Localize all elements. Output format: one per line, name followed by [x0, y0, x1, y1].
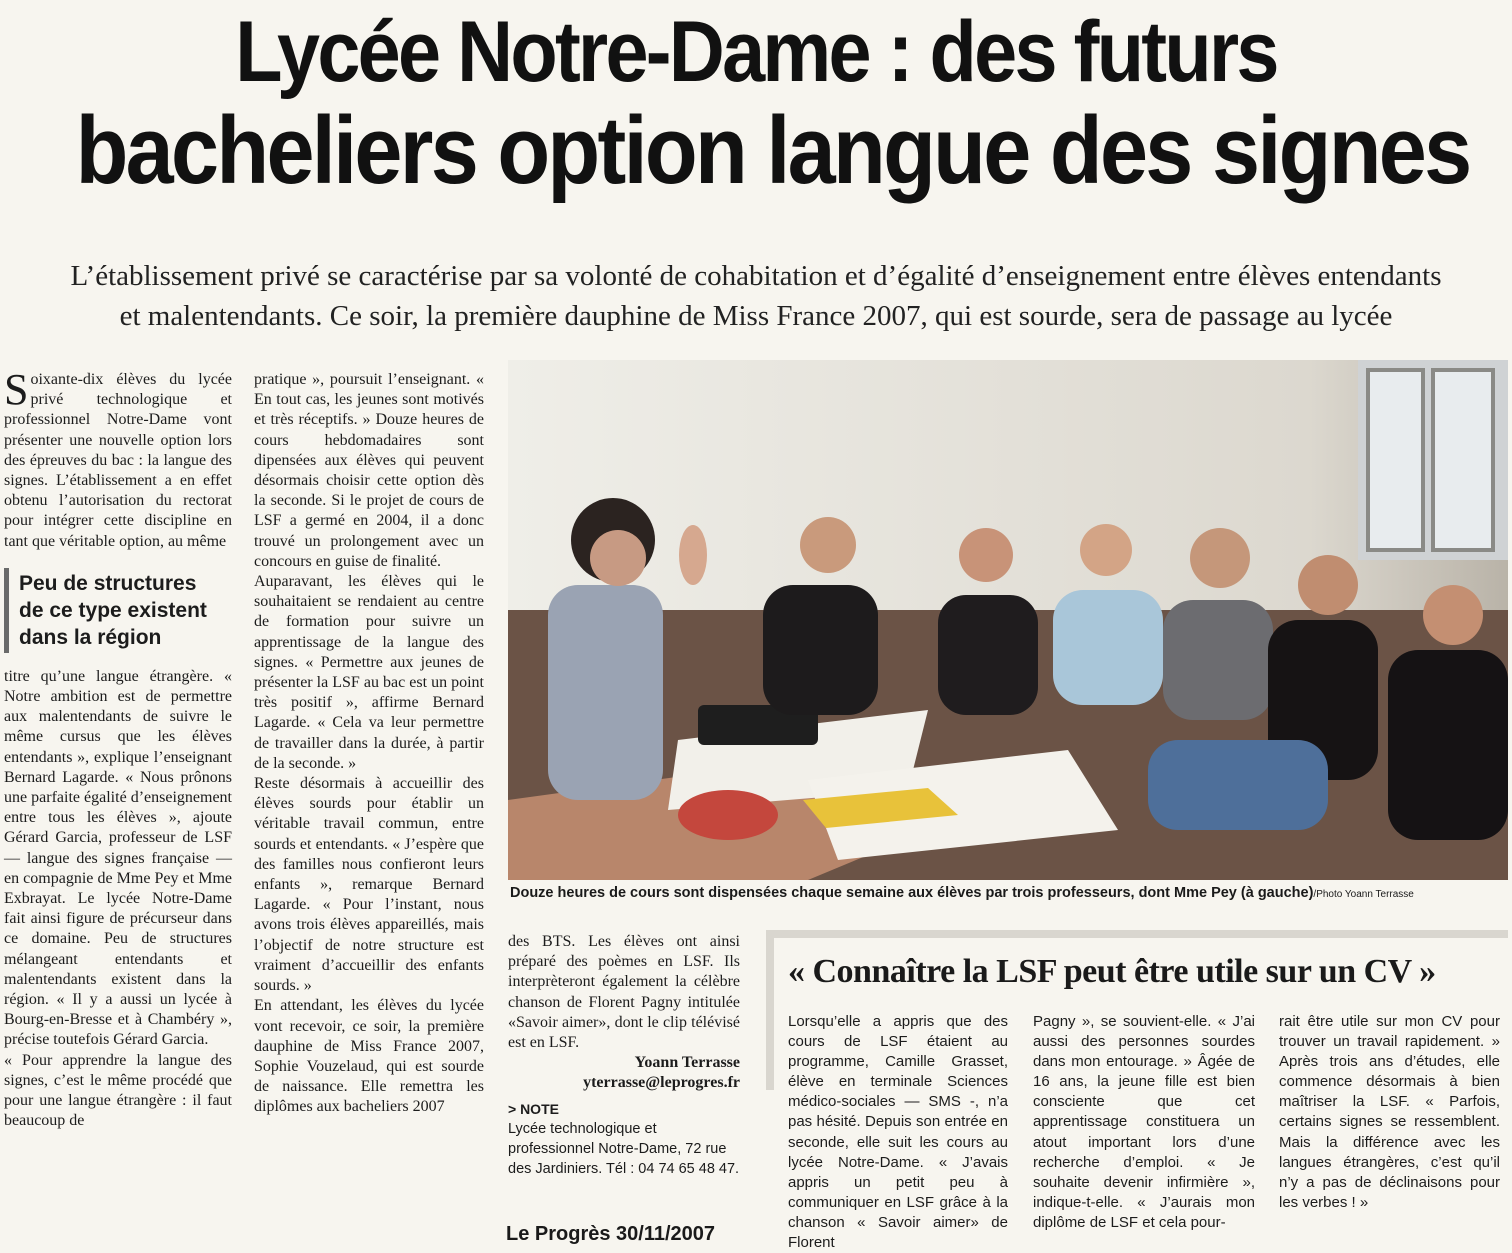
- note-text: Lycée technologique et professionnel Notre-Dame, 72 rue des Jardiniers. Tél : 04 74 65 48 47.: [508, 1121, 740, 1178]
- standfirst-line-1: L’établissement privé se caractérise par sa volonté de cohabitation et d’égalité d’enseignement entre élèves entendants: [70, 260, 1442, 292]
- col2-paragraph-1: pratique », poursuit l’enseignant. « En tout cas, les jeunes sont motivés et très réceptifs. » Douze heures de cours hebdomadaires sont dipensées aux élèves qui peuvent désormais choisir cette option dès la seconde. Si le projet de cours de LSF a germé en 2004, il a donc trouvé un prolongement avec un concours en guise de finalité.: [254, 371, 484, 570]
- pull-quote: [4, 568, 232, 653]
- byline-email: yterrasse@leprogres.fr: [583, 1074, 740, 1092]
- col2-paragraph-2: Auparavant, les élèves qui le souhaitaient se rendaient au centre de formation pour suivre un apprentissage de la langue des signes. « Permettre aux jeunes de présenter la LSF au bac est un point très positif », affirme Bernard Lagarde. « Cela va leur permettre de travailler dans la durée, à partir de la seconde. »: [254, 573, 484, 772]
- article-column-1: [4, 365, 232, 1216]
- note-label: > NOTE: [508, 1101, 559, 1118]
- standfirst-line-2: et malentendants. Ce soir, la première dauphine de Miss France 2007, qui est sourde, sera de passage au lycée: [119, 300, 1393, 332]
- sidebar-title: « Connaître la LSF peut être utile sur un CV »: [788, 953, 1436, 990]
- col3-paragraph-1: des BTS. Les élèves ont ainsi préparé des poèmes en LSF. Ils interprèteront également la célèbre chanson de Florent Pagny intitulée «Savoir aimer», dont le clip télévisé est en LSF.: [508, 933, 740, 1052]
- col2-paragraph-4: En attendant, les élèves du lycée vont recevoir, ce soir, la première dauphine de Miss France 2007, Sophie Vouzelaud, qui est sourde de naissance. Elle remettra les diplômes aux bacheliers 2007: [254, 997, 484, 1116]
- headline-line-1: Lycée Notre-Dame : des futurs: [235, 4, 1277, 100]
- sidebar-box-top-rule: [768, 930, 1508, 938]
- standfirst: [0, 256, 1512, 336]
- sidebar-column-1: Lorsqu’elle a appris que des cours de LSF étaient au programme, Camille Grasset, élève en terminale Sciences médico-sociales — SMS -, n’a pas hésité. Depuis son entrée en seconde, elle suit les cours au lycée Notre-Dame. « J’avais appris un petit peu à communiquer en LSF grâce à la chanson « Savoir aimer» de Florent: [788, 1013, 1008, 1252]
- article-column-3: [508, 932, 740, 1218]
- headline-line-2: bacheliers option langue des signes: [75, 97, 1470, 204]
- pull-quote-line-1: Peu de structures: [19, 571, 197, 595]
- drop-cap: S: [4, 365, 29, 414]
- sidebar-box-left-rule: [766, 930, 774, 1090]
- photo-credit: /Photo Yoann Terrasse: [1313, 889, 1414, 900]
- headline: [75, 4, 1470, 204]
- col2-paragraph-3: Reste désormais à accueillir des élèves sourds pour établir un véritable travail commun, entre sourds et entendants. « J’espère que des familles nous confieront leurs enfants », remarque Bernard Lagarde. « Pour l’instant, nous avons trois élèves appareillés, mais l’objectif de notre structure est vraiment d’accueillir des enfants sourds. »: [254, 775, 484, 995]
- col1-paragraph-1: [4, 365, 232, 552]
- pull-quote-line-2: de ce type existent: [19, 598, 207, 622]
- col1-paragraph-2: titre qu’une langue étrangère. « Notre ambition est de permettre aux malentendants de suivre le même cursus que les élèves entendants », explique l’enseignant Bernard Lagarde. « Nous prônons une parfaite égalité d’enseignement entre tous les élèves », ajoute Gérard Garcia, professeur de LSF — langue des signes française — en compagnie de Mme Pey et Mme Exbrayat. Le lycée Notre-Dame fait ainsi figure de précurseur dans ce domaine. Peu de structures mélangeant entendants et malentendants existent dans la région. « Il y a aussi un lycée à Bourg-en-Bresse et à Chambéry », précise toutefois Gérard Garcia.: [4, 667, 232, 1049]
- pull-quote-line-3: dans la région: [19, 625, 162, 649]
- article-column-2: [254, 370, 484, 1216]
- classroom-photo: [508, 360, 1508, 880]
- photo-caption-text: Douze heures de cours sont dispensées chaque semaine aux élèves par trois professeurs, dont Mme Pey (à gauche): [510, 885, 1314, 901]
- source-citation: Le Progrès 30/11/2007: [506, 1223, 716, 1245]
- col1-p1-text: oixante-dix élèves du lycée privé technologique et professionnel Notre-Dame vont présenter une nouvelle option lors des épreuves du bac : la langue des signes. L’établissement a en effet obtenu l’autorisation du rectorat pour intégrer cette discipline en tant que véritable option, au même: [4, 371, 232, 550]
- sidebar-column-2: Pagny », se souvient-elle. « J’ai aussi des personnes sourdes dans mon entourage. » Âgée de 16 ans, la jeune fille est bien consciente que cet apprentissage constituera un atout important lors d’une recherche d’emploi. « Je souhaite devenir infirmière », indique-t-elle. « J’aurais mon diplôme de LSF et cela pour-: [1033, 1013, 1255, 1231]
- classroom-photo-illustration: [508, 360, 1508, 880]
- sidebar-column-3: rait être utile sur mon CV pour trouver un travail rapidement. » Après trois ans d’études, elle commence désormais à bien maîtriser la LSF. « Parfois, certains signes se ressemblent. Mais la différence avec les langues étrangères, c’est qu’il n’y a pas de déclinaisons pour les verbes ! »: [1279, 1013, 1500, 1211]
- col1-paragraph-3: « Pour apprendre la langue des signes, c’est le même procédé que pour une langue étrangère : il faut beaucoup de: [4, 1051, 232, 1130]
- byline-name: Yoann Terrasse: [634, 1054, 740, 1072]
- photo-caption: [510, 884, 1510, 904]
